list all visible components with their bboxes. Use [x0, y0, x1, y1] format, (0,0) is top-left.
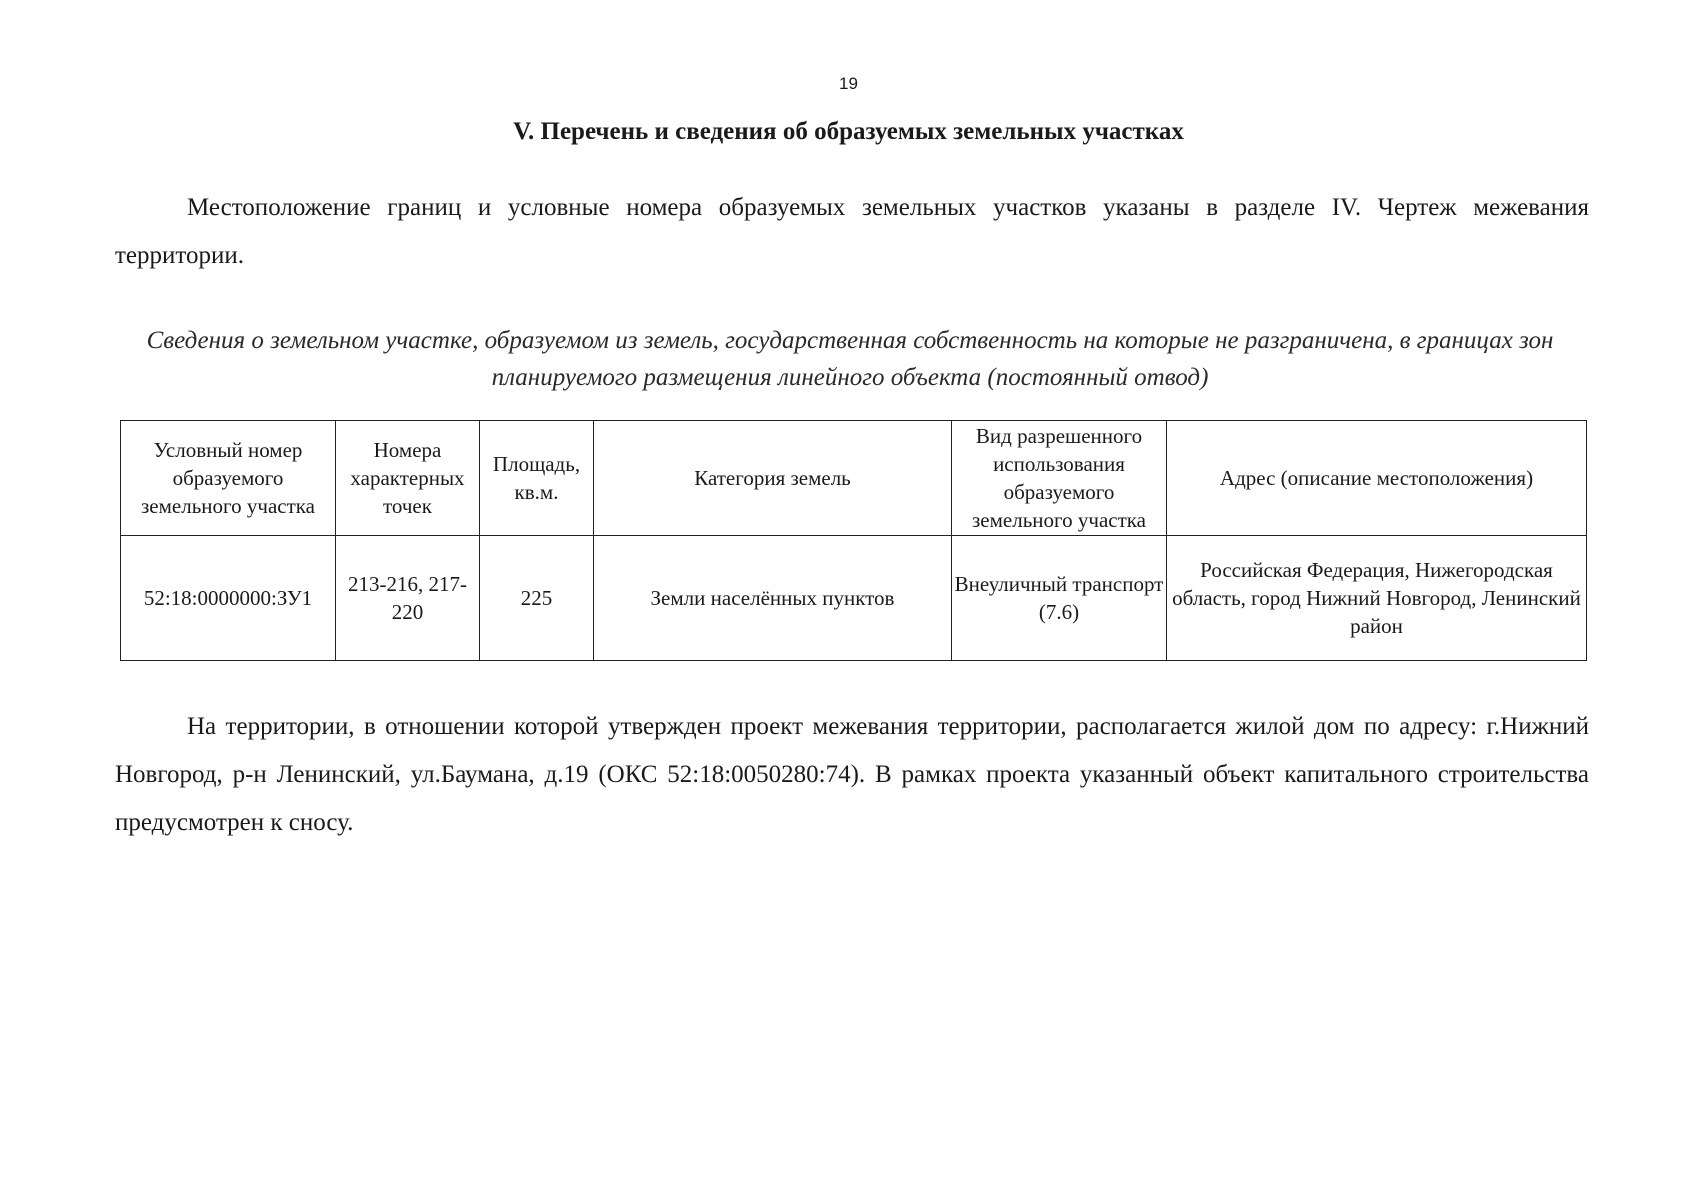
intro-paragraph: Местоположение границ и условные номера образуемых земельных участков указаны в разделе IV. Чертеж межевания территории.	[115, 194, 1589, 269]
header-permitted-use: Вид разрешенного использования образуемого земельного участка	[952, 421, 1167, 536]
cell-permitted-use: Внеуличный транспорт (7.6)	[952, 536, 1167, 661]
cell-address: Российская Федерация, Нижегородская область, город Нижний Новгород, Ленинский район	[1167, 536, 1587, 661]
cell-land-category: Земли населённых пунктов	[594, 536, 952, 661]
header-point-numbers: Номера характерных точек	[336, 421, 480, 536]
cell-area: 225	[480, 536, 594, 661]
closing-paragraph: На территории, в отношении которой утвержден проект межевания территории, располагается жилой дом по адресу: г.Нижний Новгород, р-н Ленинский, ул.Баумана, д.19 (ОКС 52:18:0050280:74). В рамках проекта указанный объект капитального строительства предусмотрен к сносу.	[115, 713, 1589, 836]
header-parcel-number: Условный номер образуемого земельного участка	[121, 421, 336, 536]
header-land-category: Категория земель	[594, 421, 952, 536]
table-row	[121, 536, 1587, 661]
header-area: Площадь, кв.м.	[480, 421, 594, 536]
table-header-row	[121, 421, 1587, 536]
cell-parcel-number: 52:18:0000000:ЗУ1	[121, 536, 336, 661]
page-number: 19	[839, 74, 858, 93]
header-address: Адрес (описание местоположения)	[1167, 421, 1587, 536]
cell-point-numbers: 213-216, 217-220	[336, 536, 480, 661]
land-parcels-table	[120, 420, 1587, 661]
section-title: V. Перечень и сведения об образуемых земельных участках	[513, 118, 1184, 145]
table-caption: Сведения о земельном участке, образуемом из земель, государственная собственность на которые не разграничена, в границах зон планируемого размещения линейного объекта (постоянный отвод)	[146, 327, 1554, 391]
